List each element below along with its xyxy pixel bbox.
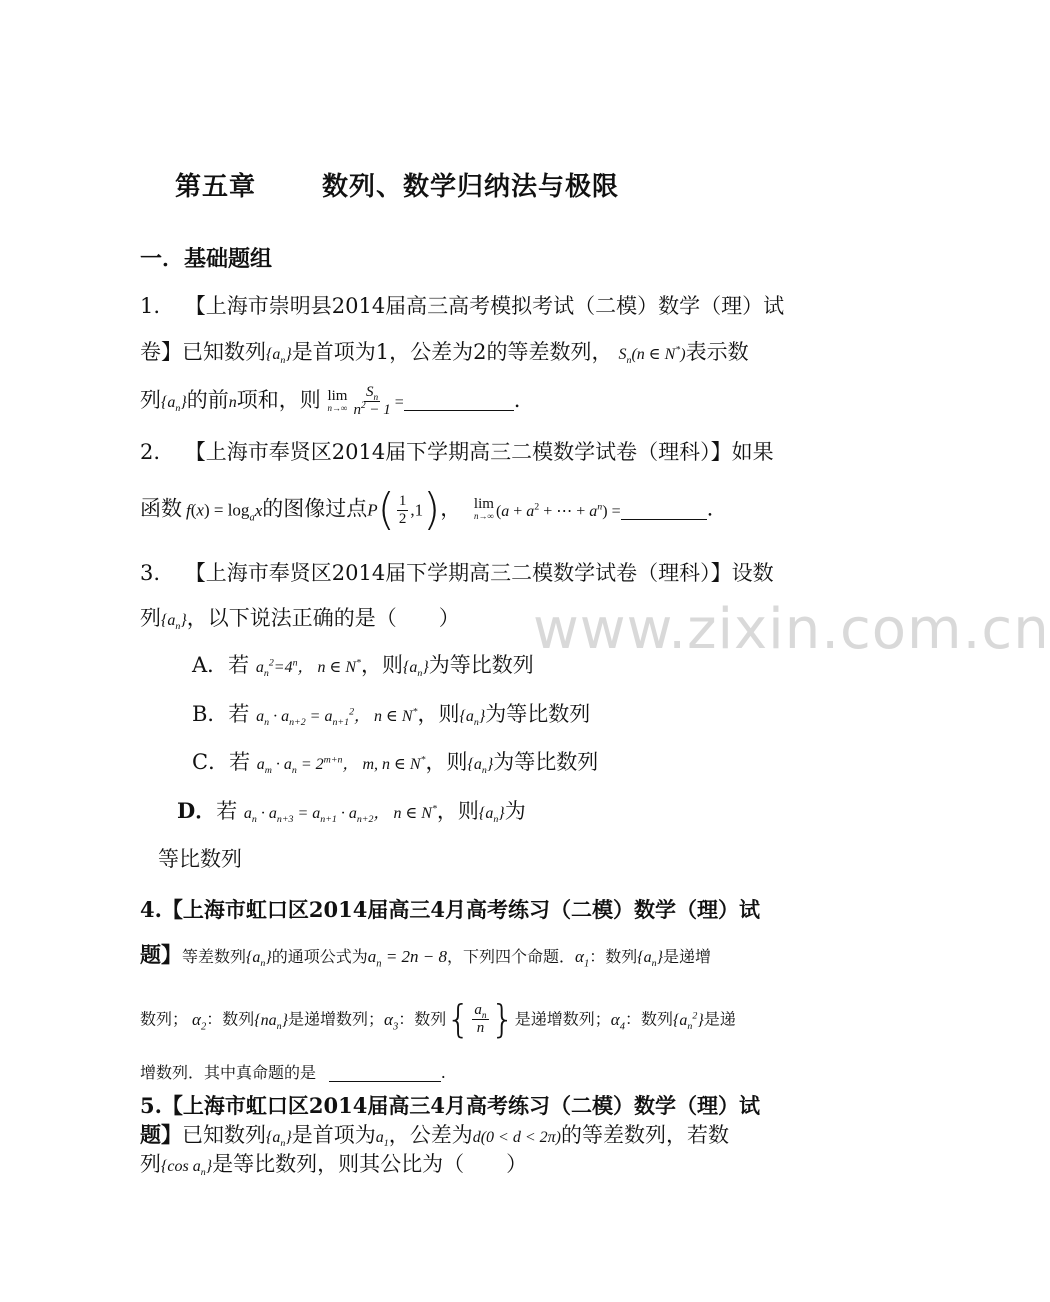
q1-math-sn: $S_n(n$ ∈ N*) (618, 344, 686, 367)
q4-source: 4.【上海市虹口区2014届高三4月高考练习（二模）数学（理）试 (140, 897, 760, 922)
q1-answer-blank[interactable] (404, 390, 514, 411)
section-heading: 一．基础题组 (140, 246, 273, 272)
q3-text: 列 (140, 606, 161, 630)
q4-line-4: 增数列．其中真命题的是 . (140, 1063, 446, 1082)
q3-option-a[interactable]: A．若 $a_n^2=4^n$， n ∈ N*，则$\{a_n\}$为等比数列 (192, 653, 534, 680)
q1-text: 已知数列 (182, 340, 266, 364)
q1-line-1 (140, 292, 784, 320)
option-d-label: D． (177, 798, 217, 823)
q4-answer-blank[interactable] (329, 1061, 441, 1082)
q4-source-end: 题】 (140, 942, 182, 967)
q2-math-point: P (367, 500, 378, 520)
chapter-title: 数列、数学归纳法与极限 (322, 172, 620, 202)
q2-text: . (706, 496, 714, 521)
q3-line-1 (140, 559, 774, 587)
q2-math-func: f (186, 500, 191, 520)
q5-math-cos: {cos $a_n$} (161, 1158, 213, 1179)
q1-text: . (513, 388, 521, 412)
q4-line-3: 数列； $\alpha_2$：数列$\{na_n\}$是递增数列；$\alpha_3$：数列{ $\frac{a_n}{n}$ }是递增数列；$\alpha_4$：数列$\{a_n^2\}$是递 (140, 997, 736, 1041)
q2-math-sum: ($a + a^2$ + ⋯ + $a^n$) = (495, 501, 621, 520)
q1-text: 是首项为1，公差为2的等差数列， (291, 340, 613, 364)
q5-math-seq: $\{a_n\}$ (266, 1129, 292, 1150)
q1-text: 表示数 (685, 340, 749, 364)
q1-number: 1. (140, 294, 161, 318)
q3-text: ，以下说法正确的是（ ） (186, 606, 460, 630)
q2-math-limit: lim n→∞ (473, 496, 494, 521)
q3-number: 3. (140, 561, 161, 585)
option-c-label: C．若 (192, 750, 251, 774)
q2-text: 函数 (140, 496, 182, 521)
q1-text: 的前 (186, 388, 229, 412)
chapter-number: 第五章 (175, 172, 257, 202)
q3-math-seq: $\{a_n\}$ (161, 612, 187, 633)
q1-math-seq: $\{a_n\}$ (161, 394, 187, 415)
q1-text: 项和，则 (236, 388, 321, 412)
q1-line-3: 列$\{a_n\}$的前n项和，则 lim n→∞ $\frac{S_n}{n^2 - 1}$ = . (140, 384, 521, 418)
q3-option-d-cont: 等比数列 (158, 847, 242, 871)
q1-math-limit: lim n→∞ (327, 387, 348, 413)
q5-source: 5.【上海市虹口区2014届高三4月高考练习（二模）数学（理）试 (140, 1093, 760, 1118)
q2-source: 【上海市奉贤区2014届下学期高三二模数学试卷（理科）】如果 (184, 440, 774, 464)
q1-text: 列 (140, 388, 161, 412)
q5-source-end: 题】 (140, 1122, 182, 1147)
q1-math-fraction: $\frac{S_n}{n^2 - 1}$ (353, 384, 391, 418)
q3-option-c[interactable]: C．若 $a_m \cdot a_n = 2^{m+n}$， m, n ∈ N*，则$\{a_n\}$为等比数列 (192, 750, 599, 777)
q1-math-n: n (228, 394, 237, 411)
q2-text: ， (440, 496, 462, 521)
q1-line-2 (140, 338, 749, 369)
q5-line-3: 列{cos $a_n$}是等比数列，则其公比为（ ） (140, 1152, 528, 1179)
q2-text: 的图像过点 (262, 496, 368, 521)
q3-option-b[interactable]: B．若 $a_n \cdot a_{n+2} = a_{n+1}^2$， n ∈ N*，则$\{a_n\}$为等比数列 (192, 702, 591, 729)
q3-line-2 (140, 604, 460, 635)
q2-line-1 (140, 438, 774, 466)
q4-math-seq: $\{a_n\}$ (246, 949, 272, 970)
q1-math-seq: $\{a_n\}$ (266, 346, 292, 367)
q2-number: 2. (140, 440, 161, 464)
option-a-label: A．若 (192, 653, 250, 677)
q4-math-formula: $a_n = 2n - 8$ (367, 947, 448, 970)
watermark: www.zixin.com.cn (533, 597, 1050, 662)
q2-line-2: 函数 $f(x) = \log_ax$的图像过点P( $\frac{1}{2}$ ,1)， lim n→∞ ($a + a^2$ + ⋯ + $a^n$) = . (140, 484, 714, 535)
q3-source: 【上海市奉贤区2014届下学期高三二模数学试卷（理科）】设数 (184, 561, 774, 585)
q3-option-d[interactable]: D．若 $a_n \cdot a_{n+3} = a_{n+1} \cdot a_{n+2}$， n ∈ N*，则$\{a_n\}$为 (177, 798, 526, 826)
q1-source-end: 卷】 (140, 340, 182, 364)
q5-line-2: 题】已知数列$\{a_n\}$是首项为$a_1$，公差为d(0 < d < 2π)的等差数列，若数 (140, 1122, 729, 1150)
option-b-label: B．若 (192, 702, 250, 726)
q4-line-2: 题】等差数列$\{a_n\}$的通项公式为$a_n = 2n - 8$，下列四个命题．$\alpha_1$：数列$\{a_n\}$是递增 (140, 942, 712, 970)
q1-source: 【上海市崇明县2014届高三高考模拟考试（二模）数学（理）试 (184, 294, 785, 318)
q5-math-d: d(0 < d < 2π) (472, 1129, 561, 1146)
q2-answer-blank[interactable] (621, 499, 707, 520)
